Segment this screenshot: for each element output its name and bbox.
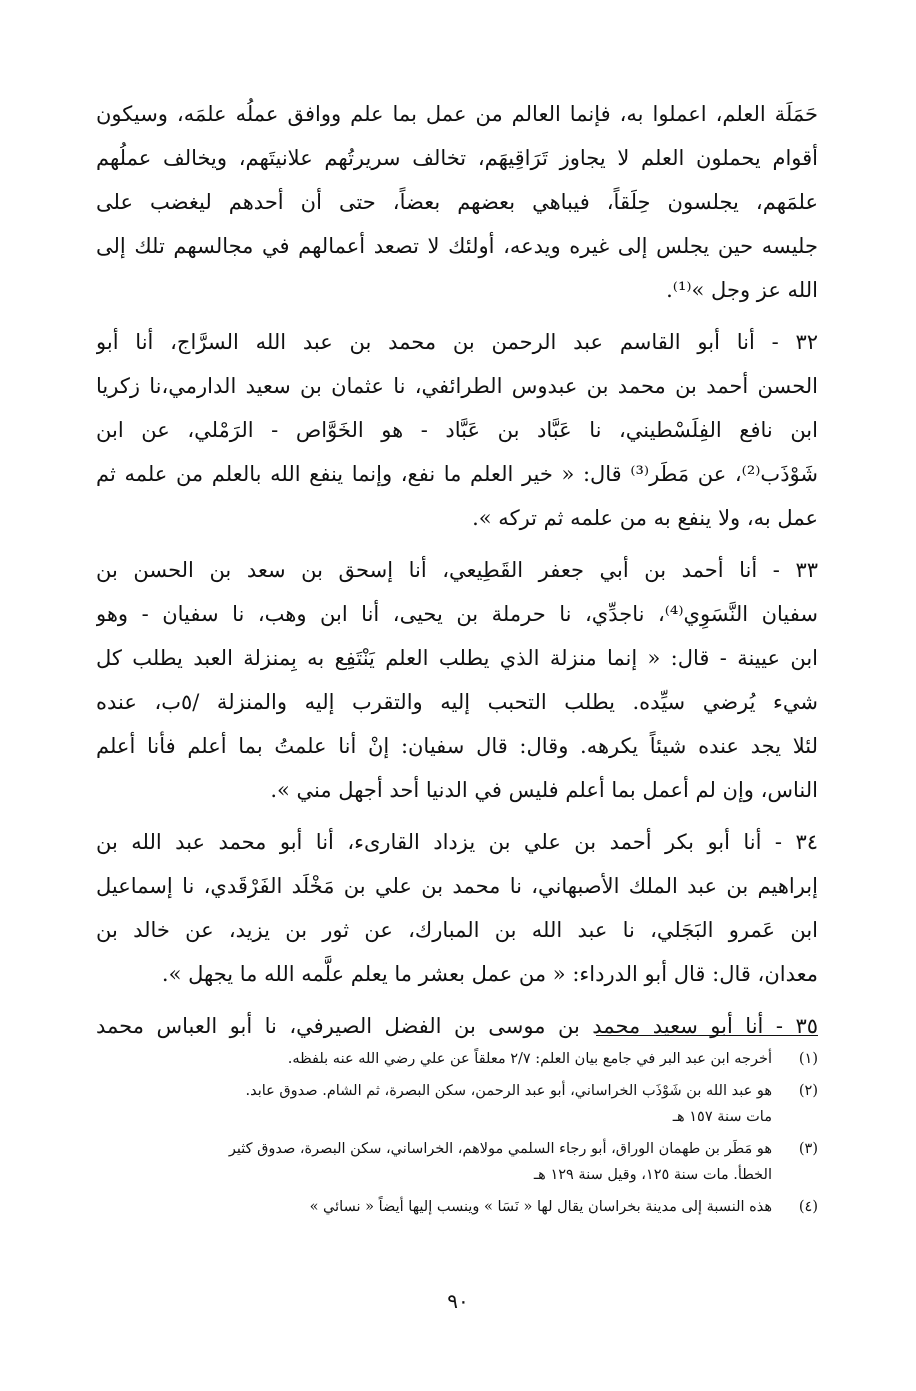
footnote-number: (١) [798, 1051, 818, 1067]
footnote-number: (٢) [798, 1083, 818, 1099]
text-line: إبراهيم بن عبد الملك الأصبهاني، نا محمد بن علي بن مَخْلَد الفَرْقَدي، نا إسماعيل [96, 874, 818, 898]
text-line: عمل به، ولا ينفع به من علمه ثم تركه ». [472, 506, 818, 530]
footnote-number: (٣) [798, 1141, 818, 1157]
page-number: ٩٠ [447, 1289, 469, 1313]
paragraph-gap [96, 312, 818, 320]
text-line: ابن نافع الفِلَسْطيني، نا عَبَّاد بن عَبَّاد - هو الخَوَّاص - الرَمْلي، عن ابن [96, 418, 818, 442]
footnote-body [96, 1046, 772, 1072]
text-line: الحسن أحمد بن محمد بن عبدوس الطرائفي، نا عثمان بن سعيد الدارمي،نا زكريا [96, 374, 818, 398]
footnotes [96, 1046, 818, 1220]
footnote-line: مات سنة ١٥٧ هـ [672, 1109, 772, 1125]
footnote [96, 1078, 818, 1130]
footnote [96, 1136, 818, 1188]
footnote-line: هو مَطَر بن طهمان الوراق، أبو رجاء السلمي مولاهم، الخراساني، سكن البصرة، صدوق كثير [228, 1141, 772, 1157]
paragraph-gap [96, 812, 818, 820]
footnote-line: الخطأ. مات سنة ١٢٥، وقيل سنة ١٢٩ هـ [533, 1167, 772, 1183]
footnote-separator [596, 1035, 818, 1036]
text-line: سفيان النَّسَوِي⁽⁴⁾، ناجدِّي، نا حرملة بن يحيى، أنا ابن وهب، نا سفيان - وهو [96, 602, 818, 626]
footnote-line: هذه النسبة إلى مدينة بخراسان يقال لها « نَسَا » وينسب إليها أيضاً « نسائي » [309, 1199, 772, 1215]
text-line: جليسه حين يجلس إلى غيره ويدعه، أولئك لا تصعد أعمالهم في مجالسهم تلك إلى [96, 234, 818, 258]
text-line: ٣٤ - أنا أبو بكر أحمد بن علي بن يزداد القارىء، أنا أبو محمد عبد الله بن [96, 830, 818, 854]
text-line: ابن عيينة - قال: « إنما منزلة الذي يطلب العلم يَنْتَفِع به بِمنزلة العبد يطلب كل [96, 646, 818, 670]
main-text [96, 92, 818, 1048]
paragraph-gap [96, 996, 818, 1004]
footnote-body [96, 1078, 772, 1130]
text-line: معدان، قال: قال أبو الدرداء: « من عمل بعشر ما يعلم علَّمه الله ما يجهل ». [161, 962, 818, 986]
text-line: شَوْذَب⁽²⁾، عن مَطَر⁽³⁾ قال: « خير العلم ما نفع، وإنما ينفع الله بالعلم من علمه ثم [96, 462, 818, 486]
footnote [96, 1046, 818, 1072]
footnote-number: (٤) [798, 1199, 818, 1215]
text-line: ٣٥ - أنا أبو سعيد محمد بن موسى بن الفضل الصيرفي، نا أبو العباس محمد [96, 1014, 818, 1038]
text-line: أقوام يحملون العلم لا يجاوز تَرَاقِيهَم، تخالف سريرتُهم علانيتَهم، ويخالف عملُهم [96, 146, 818, 170]
text-line: الله عز وجل »⁽¹⁾. [666, 278, 818, 302]
text-line: شيء يُرضي سيِّده. يطلب التحبب إليه والتقرب إليه والمنزلة /٥ب، عنده [96, 690, 818, 714]
text-line: حَمَلَة العلم، اعملوا به، فإنما العالم من عمل بما علم ووافق عملُه علمَه، وسيكون [96, 102, 818, 126]
text-line: ٣٢ - أنا أبو القاسم عبد الرحمن بن محمد بن عبد الله السرَّاج، أنا أبو [96, 330, 818, 354]
footnote-line: أخرجه ابن عبد البر في جامع بيان العلم: ٢/٧ معلقاً عن علي رضي الله عنه بلفظه. [287, 1051, 772, 1067]
footnote [96, 1194, 818, 1220]
text-line: الناس، وإن لم أعمل بما أعلم فليس في الدنيا أحد أجهل مني ». [270, 778, 818, 802]
page-body [96, 92, 818, 1048]
text-line: لئلا يجد عنده شيئاً يكرهه. وقال: قال سفيان: إنْ أنا علمتُ بما أعلم فأنا أعلم [96, 734, 818, 758]
paragraph-gap [96, 540, 818, 548]
footnote-body [96, 1136, 772, 1188]
footnote-line: هو عبد الله بن شَوْذَب الخراساني، أبو عبد الرحمن، سكن البصرة، ثم الشام. صدوق عابد. [245, 1083, 772, 1099]
text-line: علمَهم، يجلسون حِلَقاً، فيباهي بعضهم بعضاً، حتى أن أحدهم ليغضب على [96, 190, 818, 214]
text-line: ابن عَمرو البَجَلي، نا عبد الله بن المبارك، عن ثور بن يزيد، عن خالد بن [96, 918, 818, 942]
text-line: ٣٣ - أنا أحمد بن أبي جعفر القَطِيعي، أنا إسحق بن سعد بن الحسن بن [96, 558, 818, 582]
footnote-body [96, 1194, 772, 1220]
